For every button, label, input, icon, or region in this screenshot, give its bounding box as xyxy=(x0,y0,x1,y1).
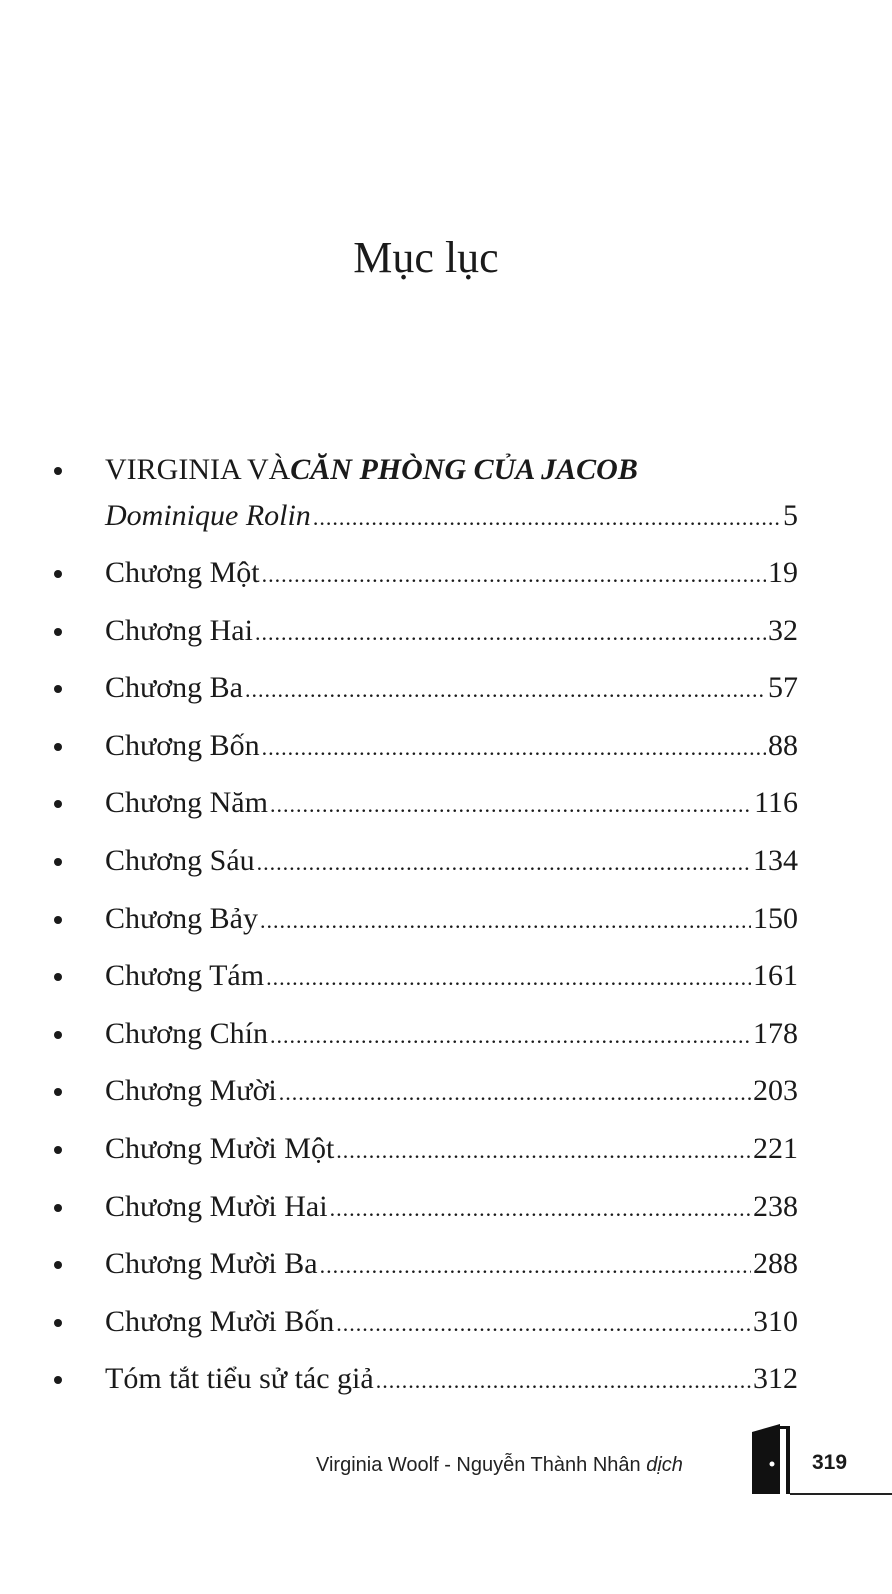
page-number: 178 xyxy=(753,1016,798,1050)
page-number: 32 xyxy=(768,613,798,647)
dot-leader xyxy=(262,555,766,595)
door-icon xyxy=(752,1424,792,1494)
page-number: 150 xyxy=(753,901,798,935)
toc-entry-intro xyxy=(50,450,798,532)
toc-entry xyxy=(50,1302,798,1342)
page-number: 203 xyxy=(753,1074,798,1108)
bullet xyxy=(54,570,62,578)
bullet xyxy=(54,1319,62,1327)
intro-author: Dominique Rolin xyxy=(105,499,311,532)
page-number: 310 xyxy=(753,1304,798,1338)
page-number: 238 xyxy=(753,1189,798,1223)
bullet xyxy=(54,858,62,866)
bullet xyxy=(54,628,62,636)
intro-title-italic: CĂN PHÒNG CỦA JACOB xyxy=(290,453,638,486)
bullet xyxy=(54,1376,62,1384)
dot-leader xyxy=(245,670,766,710)
toc-entry xyxy=(50,899,798,939)
page-number: 5 xyxy=(783,499,798,532)
bullet xyxy=(54,1088,62,1096)
dot-leader xyxy=(255,613,766,653)
entry-label: Chương Mười xyxy=(105,1074,277,1108)
dot-leader xyxy=(336,1131,751,1171)
toc-entry xyxy=(50,553,798,593)
toc-entry xyxy=(50,611,798,651)
dot-leader xyxy=(266,958,751,998)
dot-leader xyxy=(376,1361,751,1401)
entry-label: Chương Mười Một xyxy=(105,1132,335,1165)
entry-label: Chương Mười Bốn xyxy=(105,1304,335,1338)
entry-label: Chương Một xyxy=(105,556,260,589)
bullet xyxy=(54,685,62,693)
entry-label: Chương Sáu xyxy=(105,844,255,877)
entry-label: Chương Ba xyxy=(105,671,243,705)
dot-leader xyxy=(330,1189,751,1229)
toc-entry xyxy=(50,668,798,708)
toc-entry xyxy=(50,841,798,881)
dot-leader xyxy=(279,1073,751,1113)
toc-entry xyxy=(50,1071,798,1111)
bullet xyxy=(54,800,62,808)
page-number: 221 xyxy=(753,1132,798,1165)
bullet xyxy=(54,743,62,751)
bullet xyxy=(54,1261,62,1269)
bullet xyxy=(54,1146,62,1154)
toc-entry xyxy=(50,783,798,823)
entry-label: Chương Mười Ba xyxy=(105,1247,318,1281)
entry-label: Chương Bảy xyxy=(105,901,258,935)
page-number: 134 xyxy=(753,844,798,877)
page-number: 88 xyxy=(768,728,798,762)
bullet xyxy=(54,916,62,924)
page-title: Mục lục xyxy=(353,233,499,282)
page-number: 312 xyxy=(753,1362,798,1396)
page-number: 116 xyxy=(754,786,798,820)
toc-entry xyxy=(50,726,798,766)
bullet xyxy=(54,1204,62,1212)
footer-credit: Virginia Woolf - Nguyễn Thành Nhân dịch xyxy=(316,1454,683,1476)
entry-label: Chương Chín xyxy=(105,1016,268,1050)
page-number: 161 xyxy=(753,959,798,993)
bullet xyxy=(54,973,62,981)
entry-label: Chương Bốn xyxy=(105,728,260,762)
entry-label: Tóm tắt tiểu sử tác giả xyxy=(105,1362,374,1396)
footer-rule xyxy=(790,1493,892,1495)
toc-entry xyxy=(50,1129,798,1169)
page-number: 19 xyxy=(768,556,798,589)
dot-leader xyxy=(270,1016,751,1056)
toc-entry xyxy=(50,1187,798,1227)
dot-leader xyxy=(260,901,751,941)
bullet xyxy=(54,1031,62,1039)
entry-label: Chương Tám xyxy=(105,959,265,993)
page-number: 57 xyxy=(768,671,798,705)
page-number: 288 xyxy=(753,1247,798,1281)
entry-label: Chương Hai xyxy=(105,613,253,647)
toc-entry xyxy=(50,1014,798,1054)
dot-leader xyxy=(320,1246,751,1286)
page-number-footer: 319 xyxy=(812,1451,848,1474)
bullet xyxy=(54,467,62,475)
dot-leader xyxy=(336,1304,751,1344)
toc-entry xyxy=(50,1359,798,1399)
toc-entry xyxy=(50,1244,798,1284)
entry-label: Chương Năm xyxy=(105,786,268,820)
intro-title: VIRGINIA VÀ xyxy=(105,453,291,486)
dot-leader xyxy=(257,843,751,883)
dot-leader xyxy=(262,728,766,768)
dot-leader xyxy=(270,785,752,825)
entry-label: Chương Mười Hai xyxy=(105,1189,328,1223)
toc-entry xyxy=(50,956,798,996)
dot-leader xyxy=(313,498,781,538)
